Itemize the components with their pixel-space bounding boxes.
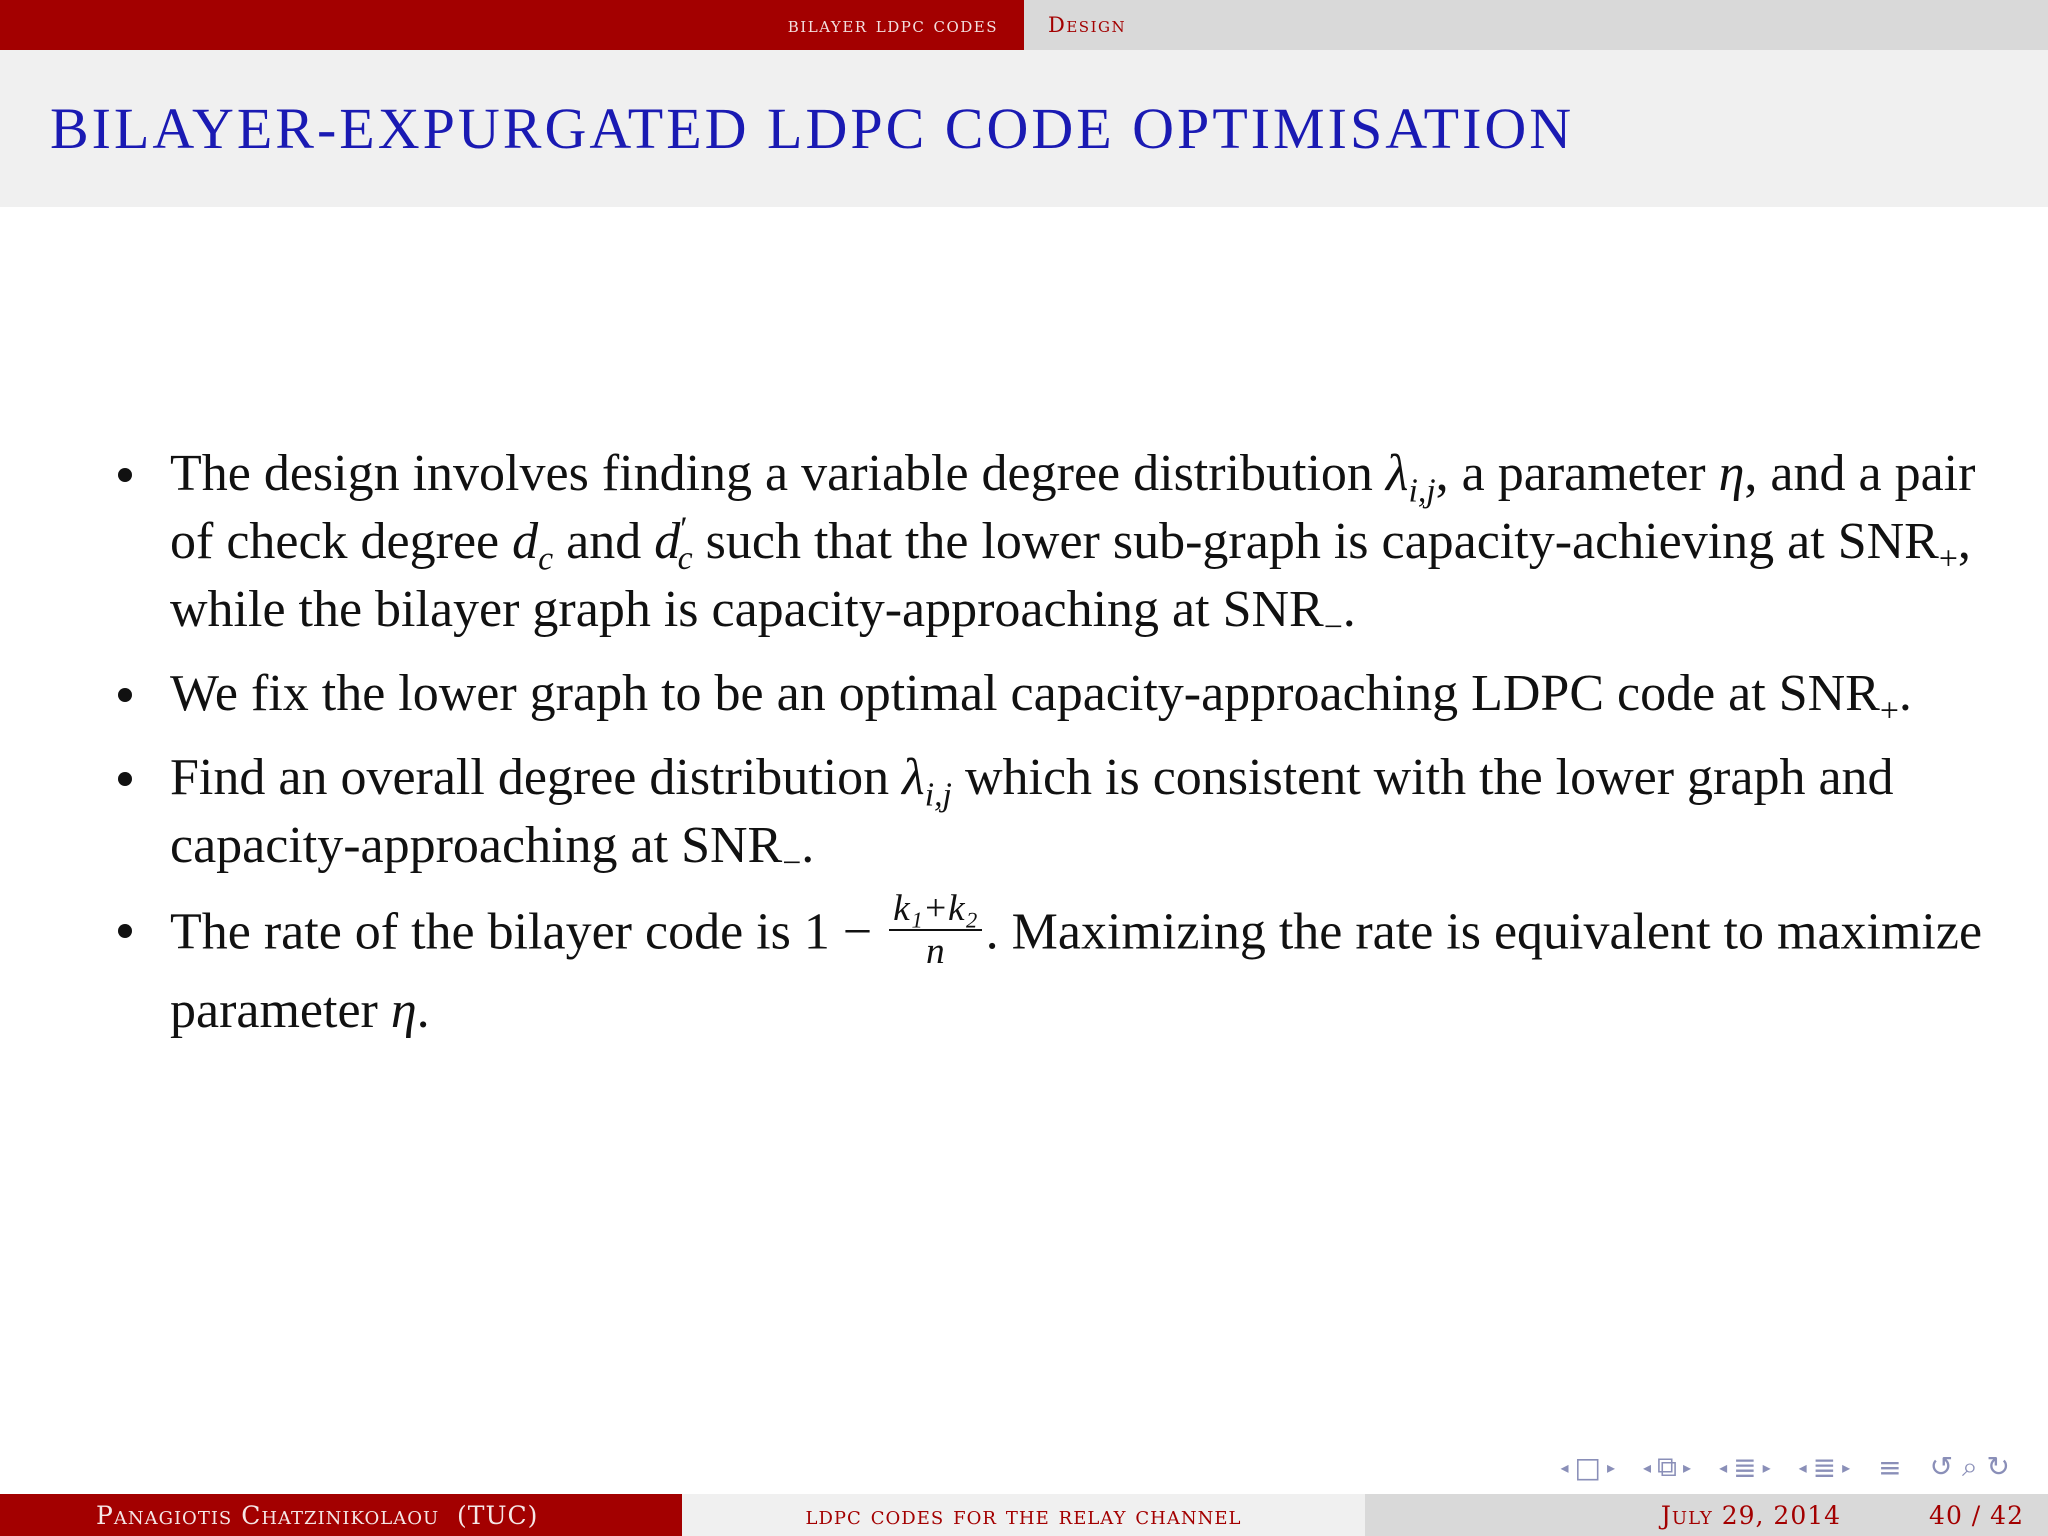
next-frame-icon[interactable]: ▸: [1606, 1457, 1615, 1477]
document-icon[interactable]: ≣: [1812, 1450, 1837, 1484]
math-subscript: −: [1323, 608, 1343, 646]
align-icon[interactable]: ≡: [1878, 1450, 1902, 1484]
bullet-item-fix-lower-graph: [108, 660, 2008, 728]
section-nav-left: [0, 0, 1024, 50]
bullet-text: , while the bilayer graph is capacity-approaching at SNR: [170, 513, 1971, 638]
math-subscript: +: [1879, 692, 1899, 730]
footer-short-title: ldpc codes for the relay channel: [805, 1500, 1242, 1530]
bullet-text: .: [1342, 581, 1356, 638]
bullet-dot: [118, 772, 132, 786]
bullet-dot: [118, 468, 132, 482]
bullet-text: .: [416, 981, 430, 1039]
math-subscript: c: [538, 540, 554, 578]
math-d-prime: d: [654, 513, 681, 570]
footer-date-box: [1365, 1494, 2048, 1536]
beamer-navigation-controls: [1560, 1450, 2010, 1484]
math-lambda: λ: [902, 749, 925, 806]
bullet-dot: [118, 688, 132, 702]
math-subscript: −: [782, 844, 802, 882]
prev-section-icon[interactable]: ◂: [1719, 1457, 1728, 1477]
bullet-dot: [118, 924, 132, 938]
bullet-text: .: [801, 817, 815, 874]
slide-content: [108, 440, 2008, 1061]
search-back-forward-icon[interactable]: ↺ ⌕ ↻: [1929, 1450, 2010, 1483]
footer-title-box: [682, 1494, 1365, 1536]
math-d: d: [512, 513, 539, 570]
fraction-denominator: n: [926, 931, 945, 973]
prev-frame-icon[interactable]: ◂: [1560, 1457, 1569, 1477]
bullet-text: , a parameter: [1435, 445, 1719, 502]
slide-footer: [0, 1494, 2048, 1536]
subsection-nav-group: [1643, 1450, 1691, 1484]
nav-section-design[interactable]: Design: [1048, 13, 1127, 37]
frame-nav-group: [1560, 1451, 1615, 1484]
math-eta: η: [390, 981, 417, 1039]
prev-subsection-icon[interactable]: ◂: [1643, 1457, 1652, 1477]
appendix-nav-group: [1878, 1451, 1901, 1484]
prev-document-icon[interactable]: ◂: [1798, 1457, 1807, 1477]
bullet-item-overall-distribution: [108, 744, 2008, 880]
bullet-text: and: [553, 513, 655, 570]
next-subsection-icon[interactable]: ▸: [1683, 1457, 1692, 1477]
fraction-numerator: k₁+k₂: [889, 890, 982, 931]
next-section-icon[interactable]: ▸: [1762, 1457, 1771, 1477]
frame-title: BILAYER-EXPURGATED LDPC CODE OPTIMISATION: [50, 96, 1575, 161]
footer-page-number: 40 / 42: [1929, 1500, 2024, 1530]
bullet-item-rate: [108, 888, 2008, 1045]
bullet-list: [108, 440, 2008, 1045]
section-nav-right: [1024, 0, 2048, 50]
frame-icon[interactable]: □: [1574, 1450, 1601, 1484]
bullet-item-design: [108, 440, 2008, 644]
frame-title-bar: [0, 50, 2048, 207]
math-prime: ′: [680, 510, 688, 548]
bullet-text: , and a pair of check degree: [170, 445, 1976, 570]
math-fraction: [889, 890, 982, 971]
math-lambda: λ: [1385, 445, 1409, 502]
bullet-text: Find an overall degree distribution: [170, 749, 903, 806]
section-icon[interactable]: ≣: [1733, 1450, 1757, 1484]
next-document-icon[interactable]: ▸: [1842, 1457, 1851, 1477]
footer-date: July 29, 2014: [1660, 1500, 1842, 1530]
math-eta: η: [1718, 445, 1745, 502]
section-navigation-bar: [0, 0, 2048, 50]
document-nav-group: [1799, 1451, 1851, 1484]
bullet-text: which is consistent with the lower graph and capacity-approaching at SNR: [170, 749, 1894, 874]
bullet-text: We fix the lower graph to be an optimal capacity-approaching LDPC code at SNR: [170, 665, 1880, 722]
subsection-icon[interactable]: ⧉: [1657, 1450, 1678, 1483]
math-subscript: i,j: [924, 776, 952, 814]
footer-author-box: [0, 1494, 682, 1536]
bullet-text: such that the lower sub-graph is capacity-achieving at SNR: [692, 513, 1939, 570]
math-subscript: c: [677, 540, 693, 578]
section-nav-group: [1719, 1451, 1771, 1484]
math-subscript: +: [1938, 540, 1958, 578]
nav-section-bilayer-ldpc-codes[interactable]: bilayer ldpc codes: [787, 13, 998, 37]
math-subscript: i,j: [1408, 472, 1436, 510]
footer-author: Panagiotis Chatzinikolaou (TUC): [96, 1500, 539, 1530]
bullet-text: .: [1898, 665, 1912, 722]
bullet-text: . Maximizing the rate is equivalent to maximize parameter: [170, 903, 1983, 1039]
bullet-text: The rate of the bilayer code is 1 −: [170, 903, 886, 961]
bullet-text: The design involves finding a variable degree distribution: [170, 445, 1386, 502]
